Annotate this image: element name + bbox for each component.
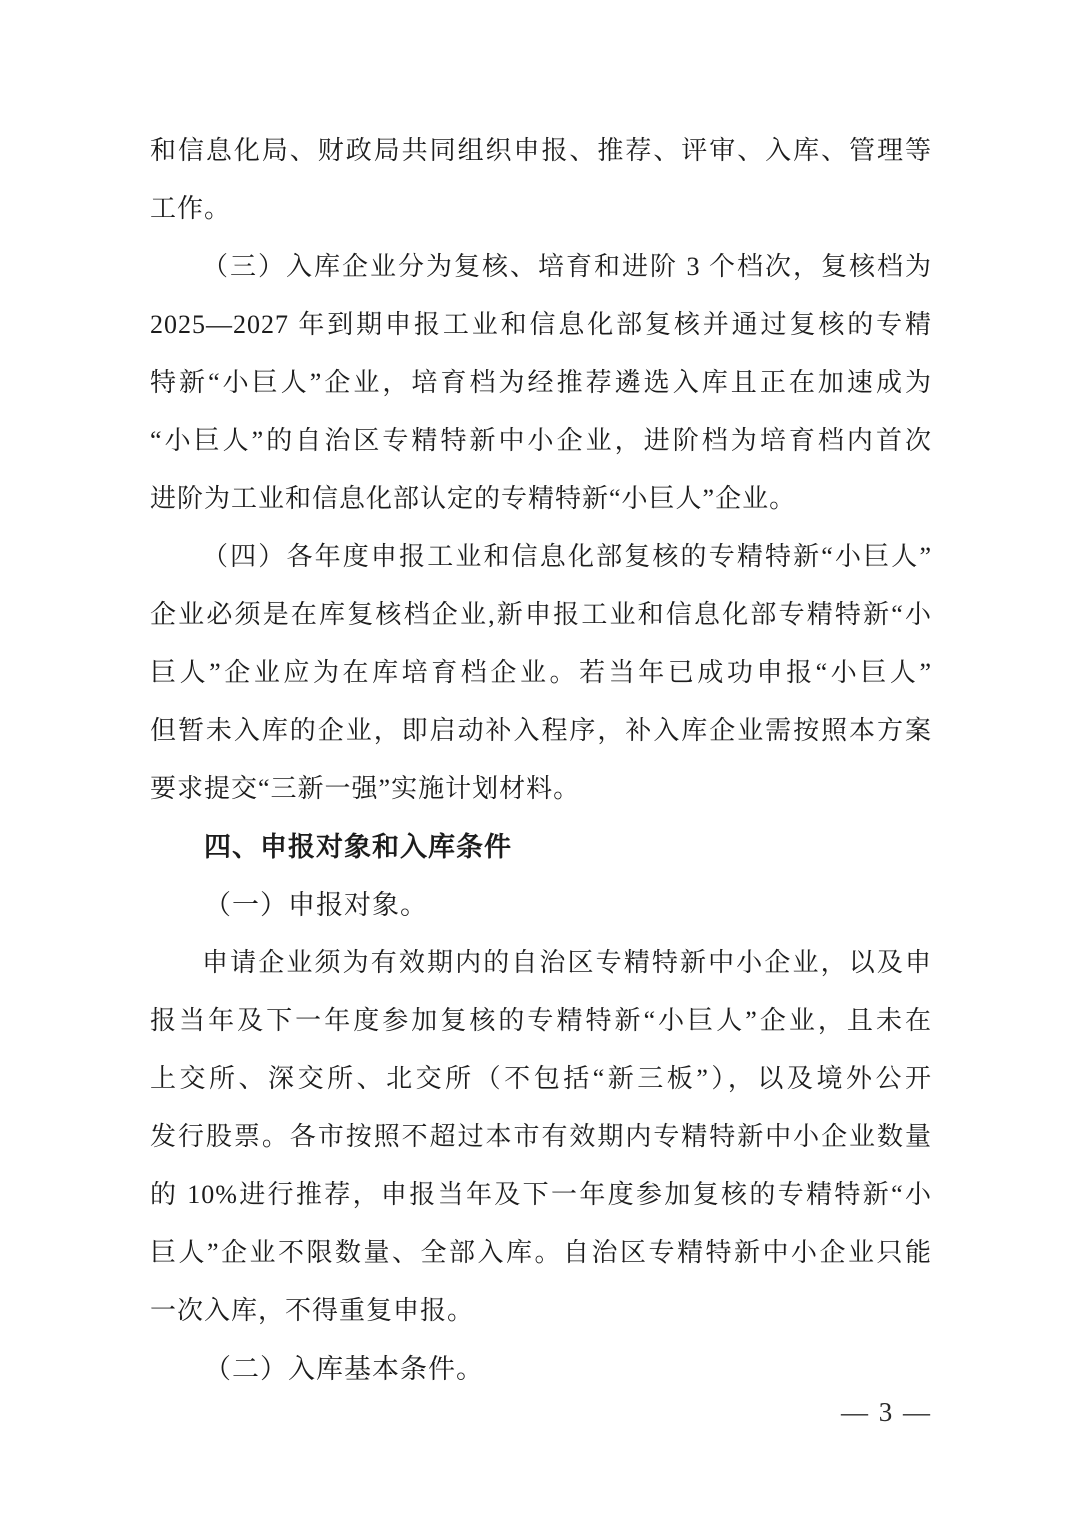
paragraph-line: 发行股票。各市按照不超过本市有效期内专精特新中小企业数量 xyxy=(150,1122,932,1151)
paragraph-line: 要求提交“三新一强”实施计划材料。 xyxy=(150,774,581,803)
section-4-heading: 四、申报对象和入库条件 xyxy=(204,832,512,862)
subsection-2-heading: （二）入库基本条件。 xyxy=(204,1354,484,1384)
paragraph-line: 但暂未入库的企业，即启动补入程序，补入库企业需按照本方案 xyxy=(150,716,932,745)
paragraph-line: 的 10%进行推荐，申报当年及下一年度参加复核的专精特新“小 xyxy=(150,1180,932,1209)
page-number: — 3 — xyxy=(841,1397,932,1427)
paragraph-line: 上交所、深交所、北交所（不包括“新三板”），以及境外公开 xyxy=(150,1064,932,1093)
paragraph-line: 巨人”企业不限数量、全部入库。自治区专精特新中小企业只能 xyxy=(150,1238,932,1267)
paragraph-line: 2025—2027 年到期申报工业和信息化部复核并通过复核的专精 xyxy=(150,310,932,339)
paragraph-line: 一次入库，不得重复申报。 xyxy=(150,1296,475,1325)
paragraph-line: 申请企业须为有效期内的自治区专精特新中小企业，以及申 xyxy=(202,948,932,977)
document-body xyxy=(150,122,932,1398)
subsection-1-heading: （一）申报对象。 xyxy=(204,890,428,920)
paragraph-line: （四）各年度申报工业和信息化部复核的专精特新“小巨人” xyxy=(202,542,932,571)
paragraph-line: 巨人”企业应为在库培育档企业。若当年已成功申报“小巨人” xyxy=(150,658,932,687)
paragraph-line: 企业必须是在库复核档企业,新申报工业和信息化部专精特新“小 xyxy=(150,600,932,629)
paragraph-line: 进阶为工业和信息化部认定的专精特新“小巨人”企业。 xyxy=(150,484,797,513)
paragraph-line: “小巨人”的自治区专精特新中小企业，进阶档为培育档内首次 xyxy=(150,426,932,455)
paragraph-line: 特新“小巨人”企业，培育档为经推荐遴选入库且正在加速成为 xyxy=(150,368,932,397)
paragraph-line: 报当年及下一年度参加复核的专精特新“小巨人”企业，且未在 xyxy=(150,1006,932,1035)
paragraph-line: 和信息化局、财政局共同组织申报、推荐、评审、入库、管理等 xyxy=(150,136,932,165)
paragraph-line: （三）入库企业分为复核、培育和进阶 3 个档次，复核档为 xyxy=(202,252,932,281)
paragraph-line: 工作。 xyxy=(150,194,232,223)
